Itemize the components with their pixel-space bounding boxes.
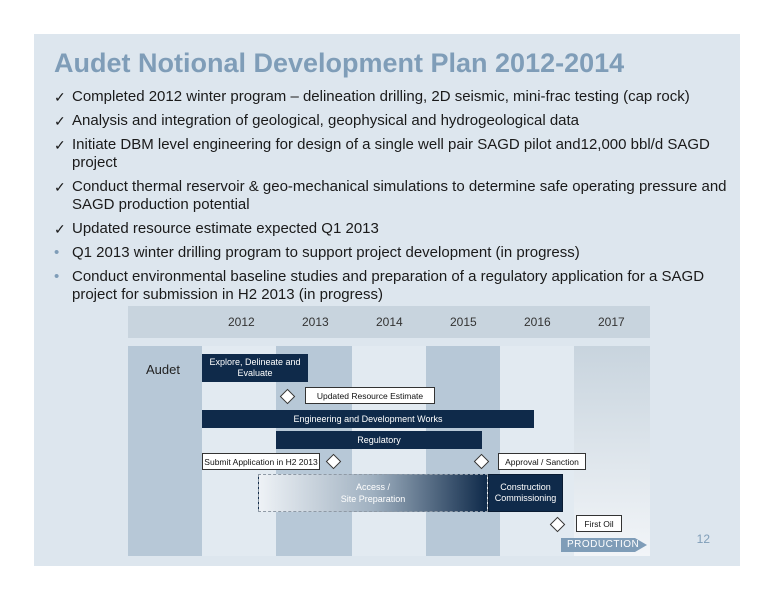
task-construction-line: Commissioning <box>494 493 557 503</box>
task-approval: Approval / Sanction <box>498 453 586 470</box>
bullet-text: Updated resource estimate expected Q1 2013 <box>72 220 379 237</box>
bullet-text: Analysis and integration of geological, geophysical and hydrogeological data <box>72 112 580 129</box>
timeline-chart <box>128 306 650 556</box>
bullet-item <box>54 178 734 214</box>
year-label: 2017 <box>598 315 625 329</box>
task-engineering: Engineering and Development Works <box>202 410 534 428</box>
bullet-item <box>54 244 734 262</box>
production-label: PRODUCTION <box>567 539 640 550</box>
check-icon: ✓ <box>54 137 66 153</box>
task-first-oil: First Oil <box>576 515 622 532</box>
task-construction-commissioning <box>488 474 563 512</box>
check-icon: ✓ <box>54 89 66 105</box>
task-access-line: Access / <box>355 482 390 492</box>
check-icon: ✓ <box>54 221 66 237</box>
bullet-text: Q1 2013 winter drilling program to support project development (in progress) <box>72 244 580 261</box>
year-label: 2014 <box>376 315 403 329</box>
task-access-site-preparation <box>258 474 488 512</box>
year-column <box>426 346 500 556</box>
check-icon: ✓ <box>54 113 66 129</box>
year-label: 2015 <box>450 315 477 329</box>
row-label-column <box>128 346 202 556</box>
check-icon: ✓ <box>54 179 66 195</box>
bullet-item <box>54 136 734 172</box>
year-label: 2012 <box>228 315 255 329</box>
bullet-text: Initiate DBM level engineering for design of a single well pair SAGD pilot and12,000 bbl/d SAGD project <box>72 136 710 171</box>
task-submit-application: Submit Application in H2 2013 <box>202 453 320 470</box>
task-explore: Explore, Delineate and Evaluate <box>202 354 308 382</box>
bullet-item <box>54 88 734 106</box>
row-label: Audet <box>146 362 180 377</box>
bullet-dot-icon: • <box>54 268 60 285</box>
task-construction-line: Construction <box>500 482 551 492</box>
page-number: 12 <box>696 532 710 546</box>
year-header <box>128 306 650 338</box>
bullet-text: Conduct thermal reservoir & geo-mechanical simulations to determine safe operating pressure and SAGD production potential <box>72 178 727 213</box>
bullet-list <box>54 88 734 310</box>
production-arrow <box>561 538 647 552</box>
bullet-item <box>54 220 734 238</box>
year-column <box>352 346 426 556</box>
task-regulatory: Regulatory <box>276 431 482 449</box>
bullet-text: Completed 2012 winter program – delineation drilling, 2D seismic, mini-frac testing (cap rock) <box>72 88 690 105</box>
year-label: 2013 <box>302 315 329 329</box>
year-label: 2016 <box>524 315 551 329</box>
task-access-line: Site Preparation <box>340 494 406 504</box>
bullet-item <box>54 112 734 130</box>
slide-title: Audet Notional Development Plan 2012-2014 <box>54 48 625 78</box>
bullet-item <box>54 268 734 304</box>
bullet-text: Conduct environmental baseline studies and preparation of a regulatory application for a SAGD project for submission in H2 2013 (in progress) <box>72 268 705 303</box>
bullet-dot-icon: • <box>54 244 60 261</box>
task-resource-estimate: Updated Resource Estimate <box>305 387 435 404</box>
